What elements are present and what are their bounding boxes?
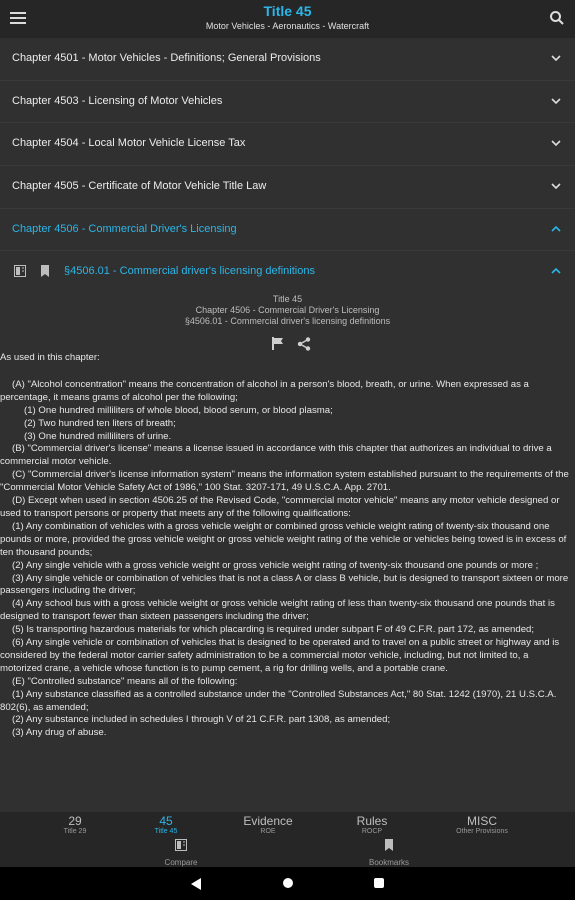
chevron-down-icon[interactable] xyxy=(551,53,561,63)
tab-label: 29 xyxy=(68,814,82,828)
system-nav-bar xyxy=(0,867,575,900)
chapter-row[interactable] xyxy=(0,38,575,81)
body-paragraph: (1) One hundred milliliters of whole blood, blood serum, or blood plasma; xyxy=(24,404,333,416)
chapter-label: Chapter 4504 - Local Motor Vehicle License Tax xyxy=(12,137,246,150)
tab-sublabel: Other Provisions xyxy=(456,828,508,835)
tab-label: Rules xyxy=(356,814,388,828)
app-subtitle: Motor Vehicles - Aeronautics - Watercraft xyxy=(205,21,370,31)
chevron-up-icon[interactable] xyxy=(551,224,561,234)
tab-sublabel: ROE xyxy=(260,828,276,835)
flag-icon[interactable] xyxy=(272,337,284,350)
chevron-up-icon[interactable] xyxy=(551,266,561,276)
bottom-navigation xyxy=(0,812,575,867)
body-paragraph: (5) Is transporting hazardous materials for which placarding is required under subpart F of 49 C.F.R. part 172, as amended; xyxy=(12,624,535,636)
chapter-label: Chapter 4505 - Certificate of Motor Vehicle Title Law xyxy=(12,180,267,193)
compare-icon[interactable] xyxy=(14,265,26,277)
tab-sublabel: ROCP xyxy=(361,828,383,835)
tab-label: 45 xyxy=(159,814,173,828)
tab-sublabel: Title 29 xyxy=(63,828,87,835)
body-paragraph: (1) Any combination of vehicles with a gross vehicle weight or combined gross vehicle weight rating of twenty-six thousand one pounds or more, provided the gross vehicle weight or gross vehicle weight rating of the vehicle or vehicles being towed is in excess of ten thousand pounds; xyxy=(0,520,567,558)
header-chapter: Chapter 4506 - Commercial Driver's Licensing xyxy=(195,305,380,316)
section-body xyxy=(0,352,570,814)
body-paragraph: (6) Any single vehicle or combination of vehicles that is designed to be operated and to travel on a public street or highway and is considered by the federal motor carrier safety administration to be a commercial motor vehicle, including, but not limited to, a motorized crane, a vehicle whose function is to pump cement, a rig for drilling wells, and a portable crane. xyxy=(0,637,560,674)
tab-label: Evidence xyxy=(243,814,293,828)
tab-sublabel: Title 45 xyxy=(154,828,178,835)
tab-title-29[interactable] xyxy=(30,814,120,835)
body-paragraph: (2) Any substance included in schedules I through V of 21 C.F.R. part 1308, as amended; xyxy=(12,714,391,726)
section-row[interactable] xyxy=(0,251,575,292)
share-icon[interactable] xyxy=(297,337,311,351)
app-title: Title 45 xyxy=(263,3,312,19)
bookmarks-button[interactable] xyxy=(344,838,434,867)
body-paragraph: (E) "Controlled substance" means all of the following: xyxy=(12,675,238,687)
bookmark-icon[interactable] xyxy=(40,265,50,277)
chapter-row[interactable] xyxy=(0,123,575,166)
header-section: §4506.01 - Commercial driver's licensing definitions xyxy=(184,316,391,327)
chapter-label: Chapter 4503 - Licensing of Motor Vehicles xyxy=(12,94,223,107)
chapter-row-active[interactable] xyxy=(0,209,575,252)
bookmarks-label: Bookmarks xyxy=(368,858,409,867)
tab-evidence[interactable] xyxy=(223,814,313,835)
body-paragraph: (D) Except when used in section 4506.25 of the Revised Code, "commercial motor vehicle" means any motor vehicle designed or used to transport persons or property that meets any of the following qualifications: xyxy=(0,495,560,519)
home-icon[interactable] xyxy=(283,878,293,888)
chapter-label: Chapter 4501 - Motor Vehicles - Definitions; General Provisions xyxy=(12,52,321,64)
chapter-row[interactable] xyxy=(0,166,575,209)
body-paragraph: (4) Any school bus with a gross vehicle weight or gross vehicle weight rating of less than twenty-six thousand one pounds that is designed to transport fewer than sixteen passengers including the driver; xyxy=(0,598,555,623)
chevron-down-icon[interactable] xyxy=(551,138,561,148)
body-paragraph: (B) "Commercial driver's license" means a license issued in accordance with this chapter that authorizes an individual to drive a commercial motor vehicle. xyxy=(0,443,552,468)
recent-apps-icon[interactable] xyxy=(374,878,384,888)
body-paragraph: (3) Any drug of abuse. xyxy=(12,727,107,739)
compare-label: Compare xyxy=(164,858,198,867)
bookmark-icon xyxy=(384,839,394,851)
tab-label: MISC xyxy=(467,814,497,828)
body-paragraph: (3) One hundred milliliters of urine. xyxy=(24,430,172,442)
body-paragraph: (2) Any single vehicle with a gross vehicle weight or gross vehicle weight rating of twenty-six thousand one pounds or more ; xyxy=(12,559,539,571)
compare-button[interactable] xyxy=(136,838,226,867)
tab-title-45[interactable] xyxy=(121,814,211,835)
tab-misc[interactable] xyxy=(437,814,527,835)
body-paragraph: (1) Any substance classified as a controlled substance under the "Controlled Substances Act," 80 Stat. 1242 (1970), 21 U.S.C.A. 802(6), as amended; xyxy=(0,688,557,713)
chapter-label: Chapter 4506 - Commercial Driver's Licensing xyxy=(12,222,237,235)
body-paragraph: (3) Any single vehicle or combination of vehicles that is not a class A or class B vehicle, but is designed to transport sixteen or more passengers including the driver; xyxy=(0,572,569,597)
search-icon[interactable] xyxy=(549,10,565,26)
compare-icon xyxy=(175,839,187,851)
chevron-down-icon[interactable] xyxy=(551,181,561,191)
chevron-down-icon[interactable] xyxy=(551,96,561,106)
app-bar xyxy=(0,0,575,38)
chapter-row[interactable] xyxy=(0,81,575,124)
chapter-list xyxy=(0,38,575,357)
body-paragraph: (2) Two hundred ten liters of breath; xyxy=(24,417,176,429)
tab-rules[interactable] xyxy=(327,814,417,835)
body-paragraph: (A) "Alcohol concentration" means the concentration of alcohol in a person's blood, breath, or urine. When expressed as a percentage, it means grams of alcohol per the following; xyxy=(0,378,529,403)
section-header xyxy=(0,294,575,327)
section-label: §4506.01 - Commercial driver's licensing definitions xyxy=(64,265,315,278)
header-title: Title 45 xyxy=(272,294,303,305)
back-icon[interactable] xyxy=(190,878,202,890)
body-paragraph: As used in this chapter: xyxy=(0,352,100,363)
body-paragraph: (C) "Commercial driver's license information system" means the information system established pursuant to the requirements of the "Commercial Motor Vehicle Safety Act of 1986," 100 Stat. 3207-171, 49 U.S.C.A. App. 2701. xyxy=(0,469,569,494)
